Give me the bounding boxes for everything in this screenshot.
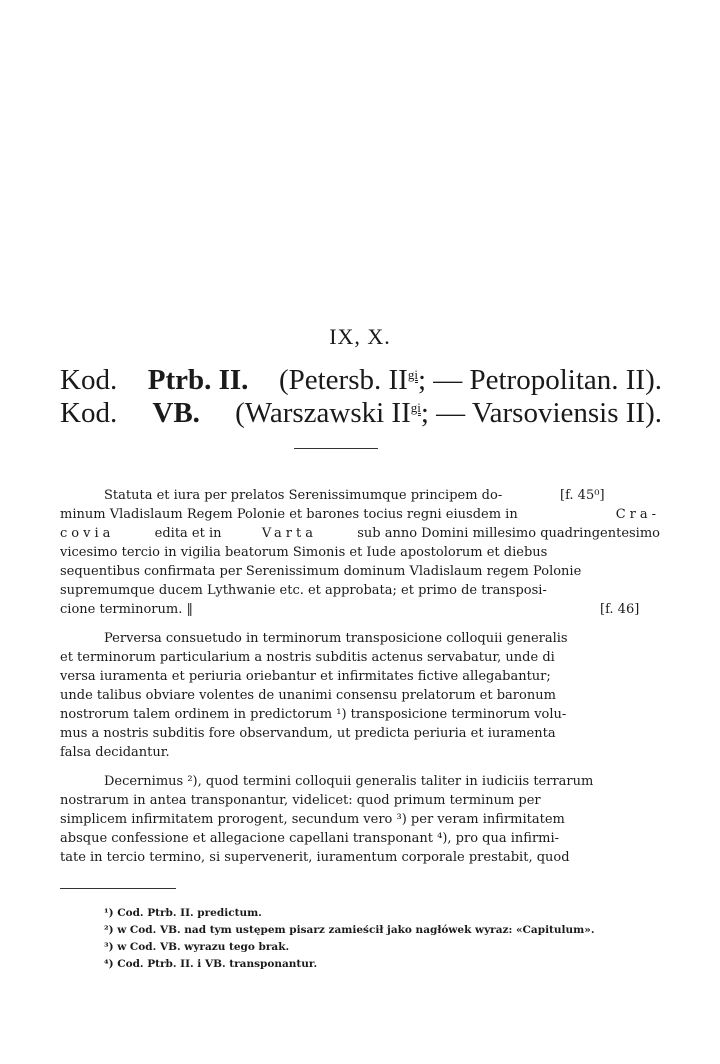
body-line: tate in tercio termino, si supervenerit, iuramentum corporale prestabit, quod (60, 850, 570, 865)
body-line: absque confessione et allegacione capellani transponant ⁴), pro qua infirmi- (60, 831, 560, 846)
title-rule (294, 448, 378, 449)
footnote-4: ⁴) Cod. Ptrb. II. i VB. transponantur. (104, 958, 318, 970)
heading-siglum-2: VB. (152, 397, 200, 429)
body-line: supremumque ducem Lythwanie etc. et approbata; et primo de transposi- (60, 583, 547, 598)
body-line: et terminorum particularium a nostris subditis actenus servabatur, unde di (60, 650, 555, 665)
body-line: simplicem infirmitatem prorogent, secundum vero ³) per veram infirmitatem (60, 812, 565, 827)
body-line: Decernimus ²), quod termini colloquii generalis taliter in iudiciis terrarum (104, 774, 594, 789)
body-line: nostrorum talem ordinem in predictorum ¹) transposicione terminorum volu- (60, 707, 567, 722)
folio-marker: [f. 45⁰] (560, 488, 605, 503)
body-line: Perversa consuetudo in terminorum transposicione colloquii generalis (104, 631, 568, 646)
body-line: sequentibus confirmata per Serenissimum dominum Vladislaum regem Polonie (60, 564, 582, 579)
folio-marker: [f. 46] (600, 602, 640, 617)
body-line: minum Vladislaum Regem Polonie et barones tocius regni eiusdem in Cra- (60, 507, 660, 522)
heading-line-2 (60, 397, 662, 430)
heading-siglum-1: Ptrb. II. (147, 364, 249, 396)
body-line: mus a nostris subditis fore observandum, ut predicta periuria et iuramenta (60, 726, 556, 741)
heading-line-1 (60, 364, 662, 397)
footnote-rule (60, 888, 176, 889)
heading-title-2: (Warszawski $II^{gi}$; — Varsoviensis II). (235, 397, 662, 429)
heading-kod-2: Kod. (60, 397, 118, 429)
body-line: unde talibus obviare volentes de unanimi consensu prelatorum et baronum (60, 688, 556, 703)
heading-title-1: (Petersb. $II^{gi}$; — Petropolitan. II). (278, 364, 662, 396)
body-line: Statuta et iura per prelatos Serenissimumque principem do- (104, 488, 503, 503)
body-line: vicesimo tercio in vigilia beatorum Simonis et Iude apostolorum et diebus (60, 545, 548, 560)
body-line: falsa decidantur. (60, 745, 170, 760)
body-line: nostrarum in antea transponantur, videlicet: quod primum terminum per (60, 793, 541, 808)
footnote-2: ²) w Cod. VB. nad tym ustępem pisarz zamieścił jako nagłówek wyraz: «Capitulum». (104, 924, 595, 936)
body-line: cione terminorum. ‖ (60, 602, 193, 617)
footnote-1: ¹) Cod. Ptrb. II. predictum. (104, 907, 262, 919)
body-line: covia edita et in Varta sub anno Domini millesimo quadringentesimo (60, 526, 660, 541)
body-line: versa iuramenta et periuria oriebantur et infirmitates fictive allegabantur; (60, 669, 551, 684)
footnote-3: ³) w Cod. VB. wyrazu tego brak. (104, 941, 290, 953)
section-number: IX, X. (329, 324, 391, 349)
heading-kod-1: Kod. (60, 364, 118, 396)
